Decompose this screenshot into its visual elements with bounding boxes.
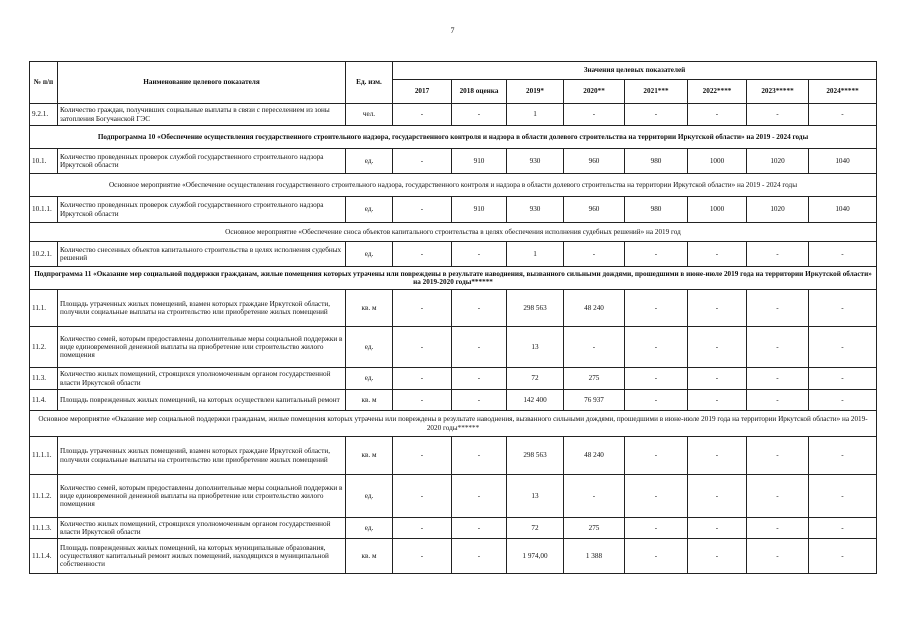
table-row bbox=[30, 475, 877, 518]
value-cell: - bbox=[625, 104, 688, 126]
value-cell: - bbox=[809, 437, 877, 475]
section-title: Подпрограмма 10 «Обеспечение осуществления государственного строительного надзора, государственного контроля и надзора в области долевого строительства на территории Иркутской области» на 2019 - 2024 годы bbox=[30, 126, 877, 149]
table-row bbox=[30, 327, 877, 368]
value-cell: - bbox=[452, 437, 507, 475]
value-cell: - bbox=[625, 475, 688, 518]
value-cell: 298 563 bbox=[507, 437, 564, 475]
header-num: № п/п bbox=[30, 62, 58, 104]
value-cell: 76 937 bbox=[564, 390, 625, 411]
unit-cell: ед. bbox=[346, 518, 393, 539]
unit-cell: кв. м bbox=[346, 290, 393, 327]
value-cell: - bbox=[452, 368, 507, 390]
value-cell: 48 240 bbox=[564, 290, 625, 327]
value-cell: 13 bbox=[507, 475, 564, 518]
value-cell: 1 974,00 bbox=[507, 539, 564, 574]
value-cell: 1020 bbox=[747, 149, 809, 174]
value-cell: - bbox=[747, 475, 809, 518]
value-cell: - bbox=[625, 327, 688, 368]
value-cell: - bbox=[393, 475, 452, 518]
indicator-name: Количество проведенных проверок службой государственного строительного надзора Иркутской области bbox=[58, 197, 346, 223]
value-cell: - bbox=[809, 475, 877, 518]
table-row bbox=[30, 368, 877, 390]
value-cell: 275 bbox=[564, 368, 625, 390]
value-cell: - bbox=[747, 539, 809, 574]
value-cell: - bbox=[393, 437, 452, 475]
indicator-name: Количество семей, которым предоставлены дополнительные меры социальной поддержки в виде единовременной денежной выплаты на приобретение или строительство жилого помещения bbox=[58, 475, 346, 518]
header-year: 2019* bbox=[507, 80, 564, 104]
header-year: 2018 оценка bbox=[452, 80, 507, 104]
value-cell: - bbox=[747, 242, 809, 267]
value-cell: 72 bbox=[507, 368, 564, 390]
value-cell: 960 bbox=[564, 149, 625, 174]
unit-cell: кв. м bbox=[346, 390, 393, 411]
section-title: Основное мероприятие «Обеспечение осуществления государственного строительного надзора, государственного контроля и надзора в области долевого строительства на территории Иркутской области» на 2019 - 2024 годы bbox=[30, 174, 877, 197]
value-cell: - bbox=[747, 290, 809, 327]
section-title: Основное мероприятие «Оказание мер социальной поддержки гражданам, жилые помещения которых утрачены или повреждены в результате наводнения, вызванного сильными дождями, прошедшими в июне-июле 2019 года на территории Иркутской области» на 2019-2020 годы****** bbox=[30, 411, 877, 437]
value-cell: - bbox=[564, 242, 625, 267]
section-row bbox=[30, 126, 877, 149]
value-cell: - bbox=[452, 290, 507, 327]
table-row bbox=[30, 197, 877, 223]
header-unit: Ед. изм. bbox=[346, 62, 393, 104]
value-cell: - bbox=[452, 390, 507, 411]
value-cell: - bbox=[452, 327, 507, 368]
table-row bbox=[30, 290, 877, 327]
section-title: Подпрограмма 11 «Оказание мер социальной поддержки гражданам, жилые помещения которых утрачены или повреждены в результате наводнения, вызванного сильными дождями, прошедшими в июне-июле 2019 года на территории Иркутской области» на 2019-2020 годы****** bbox=[30, 267, 877, 290]
unit-cell: ед. bbox=[346, 368, 393, 390]
unit-cell: ед. bbox=[346, 475, 393, 518]
value-cell: - bbox=[688, 368, 747, 390]
value-cell: - bbox=[688, 437, 747, 475]
value-cell: 1000 bbox=[688, 197, 747, 223]
unit-cell: чел. bbox=[346, 104, 393, 126]
value-cell: 298 563 bbox=[507, 290, 564, 327]
row-number: 11.1.1. bbox=[30, 437, 58, 475]
section-row bbox=[30, 267, 877, 290]
value-cell: 910 bbox=[452, 149, 507, 174]
value-cell: - bbox=[564, 104, 625, 126]
value-cell: - bbox=[809, 368, 877, 390]
value-cell: 1 bbox=[507, 104, 564, 126]
value-cell: - bbox=[625, 242, 688, 267]
value-cell: - bbox=[809, 327, 877, 368]
value-cell: 1 388 bbox=[564, 539, 625, 574]
header-year: 2021*** bbox=[625, 80, 688, 104]
section-row bbox=[30, 174, 877, 197]
value-cell: - bbox=[809, 242, 877, 267]
unit-cell: кв. м bbox=[346, 539, 393, 574]
value-cell: - bbox=[452, 539, 507, 574]
table-row bbox=[30, 104, 877, 126]
value-cell: - bbox=[452, 104, 507, 126]
row-number: 10.1.1. bbox=[30, 197, 58, 223]
value-cell: 1040 bbox=[809, 197, 877, 223]
row-number: 11.4. bbox=[30, 390, 58, 411]
value-cell: 930 bbox=[507, 197, 564, 223]
value-cell: - bbox=[393, 518, 452, 539]
table-row bbox=[30, 437, 877, 475]
value-cell: - bbox=[625, 539, 688, 574]
indicator-name: Количество граждан, получивших социальные выплаты в связи с переселением из зоны затопления Богучанской ГЭС bbox=[58, 104, 346, 126]
value-cell: - bbox=[688, 390, 747, 411]
value-cell: - bbox=[625, 437, 688, 475]
section-row bbox=[30, 411, 877, 437]
target-indicators-table bbox=[29, 61, 877, 574]
row-number: 11.2. bbox=[30, 327, 58, 368]
indicator-name: Количество жилых помещений, строящихся уполномоченным органом государственной власти Иркутской области bbox=[58, 518, 346, 539]
indicator-name: Количество семей, которым предоставлены дополнительные меры социальной поддержки в виде единовременной денежной выплаты на приобретение или строительство жилого помещения bbox=[58, 327, 346, 368]
value-cell: 960 bbox=[564, 197, 625, 223]
value-cell: - bbox=[625, 518, 688, 539]
value-cell: - bbox=[564, 475, 625, 518]
value-cell: - bbox=[564, 327, 625, 368]
section-row bbox=[30, 223, 877, 242]
indicator-name: Площадь утраченных жилых помещений, взамен которых граждане Иркутской области, получили социальные выплаты на строительство или приобретение жилых помещений bbox=[58, 290, 346, 327]
value-cell: - bbox=[452, 475, 507, 518]
value-cell: - bbox=[809, 539, 877, 574]
indicator-name: Площадь поврежденных жилых помещений, на которых муниципальные образования, осуществляют капитальный ремонт жилых помещений, находящихся в муниципальной собственности bbox=[58, 539, 346, 574]
value-cell: - bbox=[625, 290, 688, 327]
row-number: 11.3. bbox=[30, 368, 58, 390]
value-cell: - bbox=[747, 390, 809, 411]
header-year: 2022**** bbox=[688, 80, 747, 104]
value-cell: 48 240 bbox=[564, 437, 625, 475]
value-cell: - bbox=[688, 539, 747, 574]
header-values-group: Значения целевых показателей bbox=[393, 62, 877, 80]
value-cell: - bbox=[688, 242, 747, 267]
section-title: Основное мероприятие «Обеспечение сноса объектов капитального строительства в целях обеспечения исполнения судебных решений» на 2019 год bbox=[30, 223, 877, 242]
value-cell: - bbox=[688, 518, 747, 539]
indicator-name: Количество снесенных объектов капитального строительства в целях исполнения судебных решений bbox=[58, 242, 346, 267]
value-cell: 142 400 bbox=[507, 390, 564, 411]
value-cell: - bbox=[452, 518, 507, 539]
value-cell: - bbox=[688, 290, 747, 327]
unit-cell: ед. bbox=[346, 327, 393, 368]
value-cell: - bbox=[747, 368, 809, 390]
value-cell: - bbox=[393, 539, 452, 574]
value-cell: - bbox=[747, 518, 809, 539]
indicator-name: Количество жилых помещений, строящихся уполномоченным органом государственной власти Иркутской области bbox=[58, 368, 346, 390]
value-cell: - bbox=[452, 242, 507, 267]
row-number: 10.1. bbox=[30, 149, 58, 174]
value-cell: - bbox=[393, 149, 452, 174]
value-cell: - bbox=[809, 518, 877, 539]
value-cell: - bbox=[747, 104, 809, 126]
row-number: 11.1. bbox=[30, 290, 58, 327]
value-cell: - bbox=[393, 242, 452, 267]
table-row bbox=[30, 390, 877, 411]
unit-cell: ед. bbox=[346, 149, 393, 174]
value-cell: 1 bbox=[507, 242, 564, 267]
unit-cell: ед. bbox=[346, 197, 393, 223]
page-number: 7 bbox=[450, 26, 455, 35]
value-cell: - bbox=[393, 104, 452, 126]
value-cell: - bbox=[393, 197, 452, 223]
value-cell: 1000 bbox=[688, 149, 747, 174]
value-cell: - bbox=[747, 327, 809, 368]
row-number: 11.1.3. bbox=[30, 518, 58, 539]
table-body bbox=[30, 104, 877, 574]
value-cell: - bbox=[625, 368, 688, 390]
value-cell: 930 bbox=[507, 149, 564, 174]
value-cell: - bbox=[393, 290, 452, 327]
value-cell: - bbox=[809, 290, 877, 327]
value-cell: 1040 bbox=[809, 149, 877, 174]
indicator-name: Площадь утраченных жилых помещений, взамен которых граждане Иркутской области, получили социальные выплаты на строительство или приобретение жилых помещений bbox=[58, 437, 346, 475]
value-cell: 72 bbox=[507, 518, 564, 539]
row-number: 9.2.1. bbox=[30, 104, 58, 126]
value-cell: - bbox=[393, 368, 452, 390]
header-name: Наименование целевого показателя bbox=[58, 62, 346, 104]
header-year: 2017 bbox=[393, 80, 452, 104]
row-number: 10.2.1. bbox=[30, 242, 58, 267]
row-number: 11.1.4. bbox=[30, 539, 58, 574]
table-row bbox=[30, 539, 877, 574]
value-cell: 13 bbox=[507, 327, 564, 368]
value-cell: - bbox=[688, 104, 747, 126]
value-cell: - bbox=[688, 475, 747, 518]
table-row bbox=[30, 242, 877, 267]
value-cell: 980 bbox=[625, 149, 688, 174]
value-cell: 980 bbox=[625, 197, 688, 223]
indicator-name: Площадь поврежденных жилых помещений, на которых осуществлен капитальный ремонт bbox=[58, 390, 346, 411]
value-cell: - bbox=[393, 390, 452, 411]
unit-cell: кв. м bbox=[346, 437, 393, 475]
header-year: 2023***** bbox=[747, 80, 809, 104]
header-year: 2020** bbox=[564, 80, 625, 104]
value-cell: - bbox=[625, 390, 688, 411]
row-number: 11.1.2. bbox=[30, 475, 58, 518]
table-row bbox=[30, 518, 877, 539]
value-cell: - bbox=[393, 327, 452, 368]
table-row bbox=[30, 149, 877, 174]
value-cell: - bbox=[809, 390, 877, 411]
value-cell: - bbox=[809, 104, 877, 126]
value-cell: 910 bbox=[452, 197, 507, 223]
value-cell: 1020 bbox=[747, 197, 809, 223]
value-cell: - bbox=[688, 327, 747, 368]
value-cell: - bbox=[747, 437, 809, 475]
header-year: 2024***** bbox=[809, 80, 877, 104]
unit-cell: ед. bbox=[346, 242, 393, 267]
value-cell: 275 bbox=[564, 518, 625, 539]
indicator-name: Количество проведенных проверок службой государственного строительного надзора Иркутской области bbox=[58, 149, 346, 174]
